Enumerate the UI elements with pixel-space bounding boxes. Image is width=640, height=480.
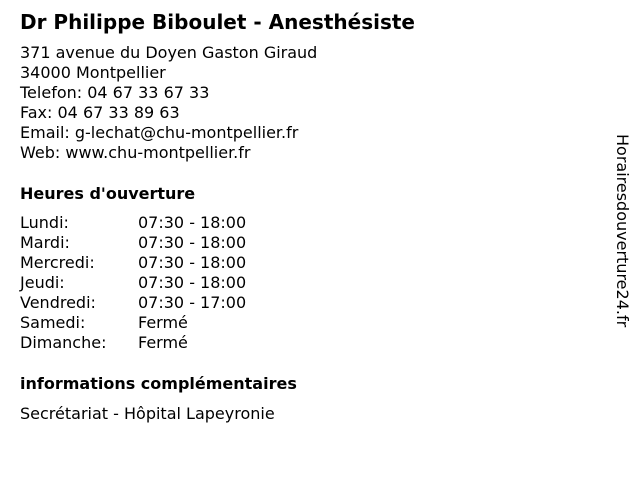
additional-info-text: Secrétariat - Hôpital Lapeyronie [20,404,275,423]
day-label: Dimanche: [20,333,107,352]
time-value: 07:30 - 18:00 [138,253,247,272]
phone-number[interactable]: 04 67 33 67 33 [87,83,210,102]
time-value: Fermé [138,313,188,332]
fax-line [20,103,317,123]
time-value: 07:30 - 18:00 [138,273,247,292]
day-label: Mercredi: [20,253,95,272]
contact-block [20,43,317,163]
day-label: Samedi: [20,313,86,332]
time-value: Fermé [138,333,188,352]
fax-label: Fax: [20,103,53,122]
phone-label: Telefon: [20,83,83,102]
day-label: Lundi: [20,213,69,232]
email-link[interactable]: g-lechat@chu-montpellier.fr [74,123,299,142]
opening-hours-heading: Heures d'ouverture [20,184,196,203]
phone-line [20,83,317,103]
city-address: 34000 Montpellier [20,63,166,82]
day-label: Jeudi: [20,273,65,292]
fax-number: 04 67 33 89 63 [57,103,180,122]
email-line [20,123,317,143]
web-line [20,143,317,163]
additional-info-heading: informations complémentaires [20,374,297,393]
time-value: 07:30 - 18:00 [138,213,247,232]
site-brand-watermark: Horairesdouverture24.fr [613,134,632,328]
day-label: Vendredi: [20,293,96,312]
page-title: Dr Philippe Biboulet - Anesthésiste [20,10,415,34]
web-label: Web: [20,143,61,162]
street-address: 371 avenue du Doyen Gaston Giraud [20,43,318,62]
email-label: Email: [20,123,70,142]
time-value: 07:30 - 17:00 [138,293,247,312]
day-label: Mardi: [20,233,70,252]
time-value: 07:30 - 18:00 [138,233,247,252]
web-link[interactable]: www.chu-montpellier.fr [65,143,251,162]
